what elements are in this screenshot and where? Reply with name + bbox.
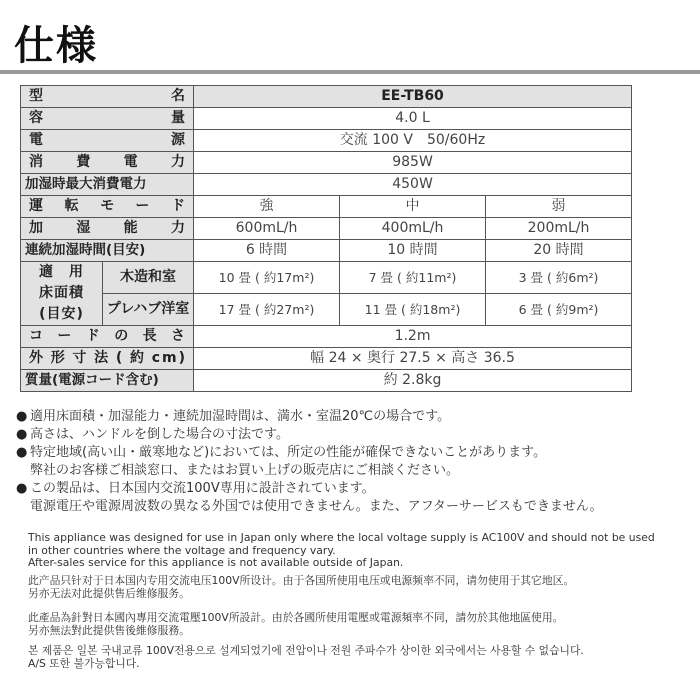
wooden-area-weak: 3 畳 ( 約6m²) [486,262,632,294]
floor-area-label [21,262,103,326]
max-humidify-power-value: 450W [194,174,632,196]
row-floor-prefab [21,294,632,326]
floor-area-label-line: 適 用 [39,264,84,280]
notice-line: 此产品只针对于日本国内专用交流电压100V所设计。由于各国所使用电压或电源频率不同，请勿使用于其它地区。 [28,574,575,587]
notice-line: 본 제품은 일본 국내교류 100V전용으로 설계되었기에 전압이나 전원 주파수가 상이한 외국에서는 사용할 수 없습니다. [28,644,584,657]
mode-strong: 強 [194,196,340,218]
page-title: 仕様 [14,23,98,69]
humidify-capacity-weak: 200mL/h [486,218,632,240]
row-dimensions [21,348,632,370]
prefab-area-medium: 11 畳 ( 約18m²) [340,294,486,326]
notice-line: 此產品為針對日本國內專用交流電壓100V所設計。由於各國所使用電壓或電源頻率不同，請勿於其他地區使用。 [28,611,564,624]
prefab-area-weak: 6 畳 ( 約9m²) [486,294,632,326]
notice-line: This appliance was designed for use in Japan only where the local voltage supply is AC100V and should not be used [28,531,655,544]
traditional-chinese-notice [28,612,696,637]
model-label: 型名 [21,86,194,108]
floor-area-label-line: 床面積 [39,285,84,301]
row-humidify-capacity [21,218,632,240]
mode-weak: 弱 [486,196,632,218]
power-source-value: 交流 100 V 50/60Hz [194,130,632,152]
row-model [21,86,632,108]
notice-line: in other countries where the voltage and frequency vary. [28,543,336,557]
capacity-label: 容量 [21,108,194,130]
weight-value: 約 2.8kg [194,370,632,392]
continuous-time-medium: 10 時間 [340,240,486,262]
continuous-time-label: 連続加湿時間(目安) [21,240,194,262]
row-floor-wooden [21,262,632,294]
korean-notice [28,645,696,670]
title-divider [0,70,700,74]
row-max-humidify-power [21,174,632,196]
weight-label: 質量(電源コード含む) [21,370,194,392]
row-weight [21,370,632,392]
model-value: EE-TB60 [194,86,632,108]
mode-label: 運転モード [21,196,194,218]
note-item [16,444,696,480]
cord-length-value: 1.2m [194,326,632,348]
humidify-capacity-strong: 600mL/h [194,218,340,240]
row-cord-length [21,326,632,348]
bullet-icon: ● [16,445,28,460]
continuous-time-weak: 20 時間 [486,240,632,262]
power-consumption-value: 985W [194,152,632,174]
note-item [16,480,696,516]
note-item [16,408,696,426]
mode-medium: 中 [340,196,486,218]
notice-line: After-sales service for this appliance is not available outside of Japan. [28,556,404,569]
note-text: 適用床面積・加湿能力・連続加湿時間は、満水・室温20℃の場合です。 [30,409,451,424]
max-humidify-power-label: 加湿時最大消費電力 [21,174,194,196]
row-power-consumption [21,152,632,174]
floor-area-label-line: (目安) [39,306,84,322]
note-text-continued: 電源電圧や電源周波数の異なる外国では使用できません。また、アフターサービスもできません。 [30,499,603,514]
notice-line: 另亦无法对此提供售后维修服务。 [28,586,190,600]
note-text-continued: 弊社のお客様ご相談窓口、またはお買い上げの販売店にご相談ください。 [30,463,460,478]
note-text: 特定地域(高い山・厳寒地など)においては、所定の性能が確保できないことがあります。 [30,445,547,460]
power-source-label: 電源 [21,130,194,152]
row-mode [21,196,632,218]
simplified-chinese-notice [28,575,696,600]
spec-table [20,85,632,392]
note-item [16,426,696,444]
english-notice [28,532,696,570]
wooden-area-strong: 10 畳 ( 約17m²) [194,262,340,294]
bullet-icon: ● [16,409,28,424]
row-continuous-time [21,240,632,262]
humidify-capacity-medium: 400mL/h [340,218,486,240]
notice-line: A/S 또한 불가능합니다. [28,656,140,670]
wooden-room-label: 木造和室 [103,262,194,294]
bullet-icon: ● [16,427,28,442]
notes-section [16,408,696,516]
humidify-capacity-label: 加湿能力 [21,218,194,240]
power-consumption-label: 消費電力 [21,152,194,174]
dimensions-value: 幅 24 × 奥行 27.5 × 高さ 36.5 [194,348,632,370]
cord-length-label: コードの長さ [21,326,194,348]
dimensions-label: 外形寸法(約cm) [21,348,194,370]
notice-line: 另亦無法對此提供售後維修服務。 [28,623,190,637]
wooden-area-medium: 7 畳 ( 約11m²) [340,262,486,294]
prefab-room-label: プレハブ洋室 [103,294,194,326]
note-text: 高さは、ハンドルを倒した場合の寸法です。 [30,427,289,442]
prefab-area-strong: 17 畳 ( 約27m²) [194,294,340,326]
bullet-icon: ● [16,481,28,496]
continuous-time-strong: 6 時間 [194,240,340,262]
capacity-value: 4.0 L [194,108,632,130]
row-power-source [21,130,632,152]
note-text: この製品は、日本国内交流100V専用に設計されています。 [30,481,375,496]
row-capacity [21,108,632,130]
